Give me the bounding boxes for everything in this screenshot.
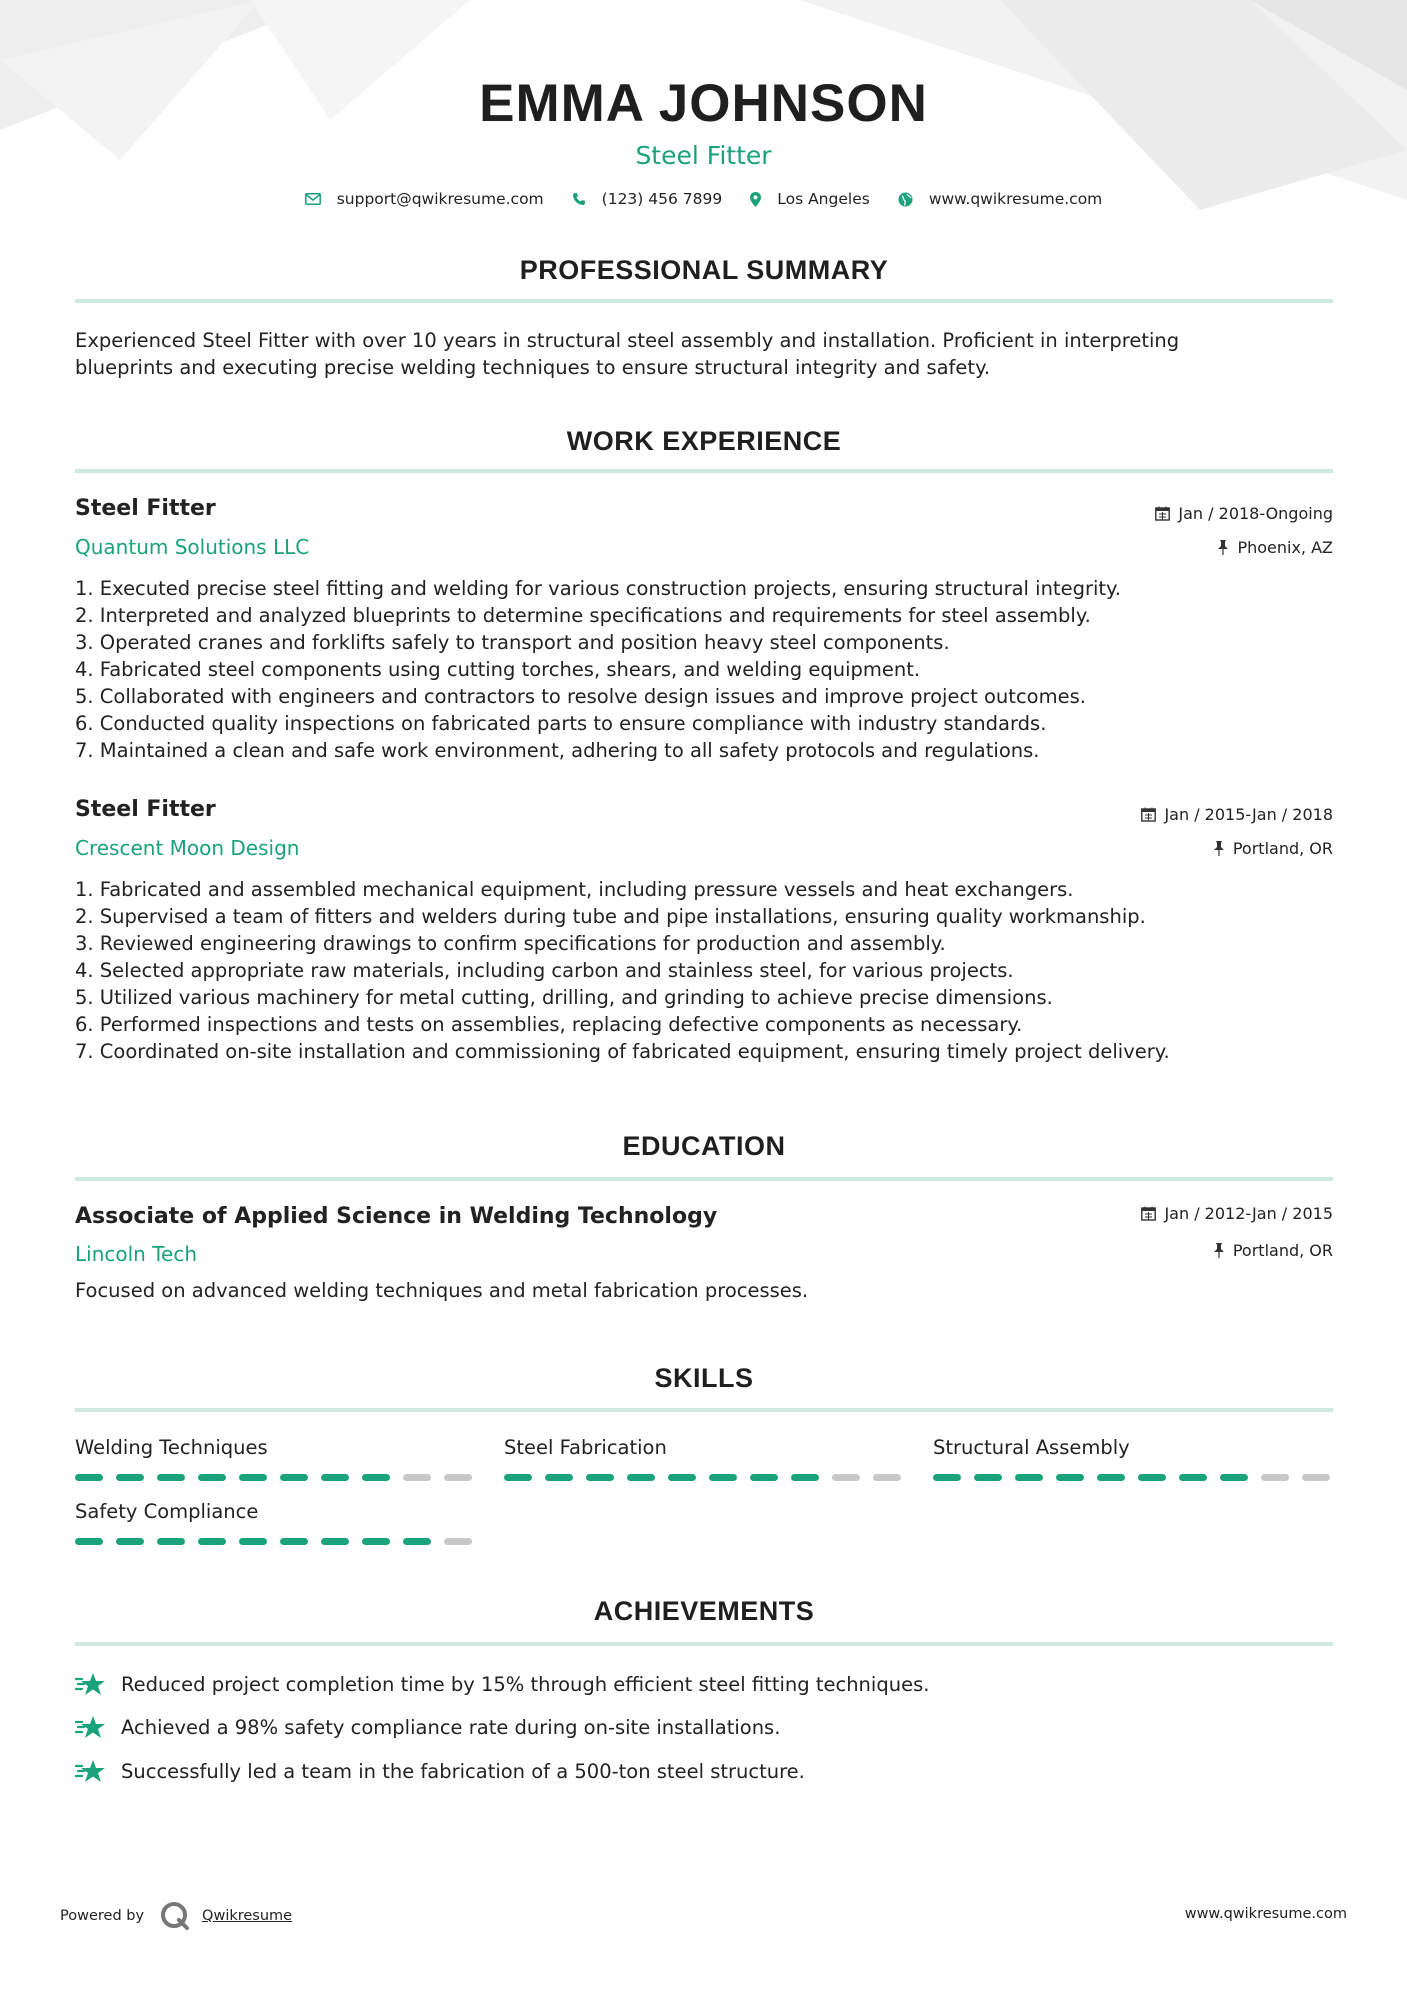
calendar-icon bbox=[1141, 1206, 1156, 1221]
calendar-icon bbox=[1155, 506, 1170, 521]
skill-dash-filled bbox=[157, 1474, 185, 1481]
location-text: Los Angeles bbox=[777, 190, 870, 208]
skill-dash-filled bbox=[545, 1474, 573, 1481]
contact-website[interactable] bbox=[898, 190, 1102, 208]
duty-item: 2. Interpreted and analyzed blueprints to determine specifications and requirements for steel assembly. bbox=[75, 604, 1091, 627]
phone-icon bbox=[572, 192, 586, 206]
website-text: www.qwikresume.com bbox=[928, 190, 1103, 208]
skill-item bbox=[75, 1436, 475, 1481]
star-icon bbox=[75, 1671, 107, 1697]
skill-dash-filled bbox=[157, 1538, 185, 1545]
summary-section-title: PROFESSIONAL SUMMARY bbox=[519, 255, 889, 285]
education-school: Lincoln Tech bbox=[75, 1242, 197, 1266]
skill-dash-filled bbox=[1015, 1474, 1043, 1481]
candidate-role: Steel Fitter bbox=[635, 141, 772, 170]
achievement-text: Reduced project completion time by 15% through efficient steel fitting techniques. bbox=[121, 1672, 930, 1696]
duty-item: 4. Selected appropriate raw materials, including carbon and stainless steel, for various projects. bbox=[75, 959, 1014, 982]
summary-text bbox=[75, 327, 1333, 381]
duty-item: 1. Fabricated and assembled mechanical equipment, including pressure vessels and heat exchangers. bbox=[75, 878, 1074, 901]
skill-name: Safety Compliance bbox=[75, 1500, 259, 1523]
candidate-name: EMMA JOHNSON bbox=[479, 74, 928, 133]
brand-link[interactable]: Qwikresume bbox=[202, 1908, 293, 1924]
skill-dash-filled bbox=[1138, 1474, 1166, 1481]
skill-dash-empty bbox=[1261, 1474, 1289, 1481]
pushpin-icon bbox=[1213, 1243, 1225, 1258]
skill-level-meter bbox=[75, 1474, 475, 1481]
job-dates bbox=[1141, 805, 1333, 824]
skill-dash-empty bbox=[444, 1538, 472, 1545]
skill-dash-filled bbox=[750, 1474, 778, 1481]
skill-dash-filled bbox=[362, 1538, 390, 1545]
skill-name: Structural Assembly bbox=[933, 1436, 1130, 1459]
calendar-icon bbox=[1141, 807, 1156, 822]
skills-divider bbox=[75, 1408, 1333, 1412]
skill-level-meter bbox=[504, 1474, 904, 1481]
education-location-text: Portland, OR bbox=[1232, 1241, 1333, 1260]
job-dates bbox=[1155, 504, 1333, 523]
education-location bbox=[1213, 1241, 1333, 1260]
footer-website[interactable]: www.qwikresume.com bbox=[1184, 1906, 1347, 1922]
job-location bbox=[1213, 839, 1333, 858]
job-company: Quantum Solutions LLC bbox=[75, 535, 310, 559]
education-degree: Associate of Applied Science in Welding Technology bbox=[75, 1204, 718, 1229]
skill-dash-filled bbox=[116, 1474, 144, 1481]
skill-dash-filled bbox=[198, 1538, 226, 1545]
duty-item: 5. Collaborated with engineers and contractors to resolve design issues and improve project outcomes. bbox=[75, 685, 1086, 708]
duty-item: 3. Reviewed engineering drawings to confirm specifications for production and assembly. bbox=[75, 932, 946, 955]
pushpin-icon bbox=[1213, 841, 1225, 856]
duty-item: 3. Operated cranes and forklifts safely to transport and position heavy steel components. bbox=[75, 631, 950, 654]
skill-dash-empty bbox=[873, 1474, 901, 1481]
skill-dash-filled bbox=[362, 1474, 390, 1481]
skill-name: Welding Techniques bbox=[75, 1436, 268, 1459]
duty-item: 7. Maintained a clean and safe work environment, adhering to all safety protocols and regulations. bbox=[75, 739, 1040, 762]
skill-dash-filled bbox=[933, 1474, 961, 1481]
skill-dash-filled bbox=[627, 1474, 655, 1481]
contact-bar bbox=[0, 190, 1407, 208]
skill-dash-filled bbox=[586, 1474, 614, 1481]
skill-dash-empty bbox=[1302, 1474, 1330, 1481]
education-dates bbox=[1141, 1204, 1333, 1223]
footer-powered-by bbox=[60, 1901, 292, 1931]
summary-line: Experienced Steel Fitter with over 10 years in structural steel assembly and installation. Proficient in interpreting bbox=[75, 329, 1180, 352]
skill-dash-filled bbox=[321, 1538, 349, 1545]
powered-by-label: Powered by bbox=[60, 1908, 145, 1924]
experience-section-title: WORK EXPERIENCE bbox=[566, 426, 842, 456]
job-location-text: Phoenix, AZ bbox=[1237, 538, 1333, 557]
skill-dash-filled bbox=[239, 1538, 267, 1545]
duty-item: 5. Utilized various machinery for metal cutting, drilling, and grinding to achieve precise dimensions. bbox=[75, 986, 1053, 1009]
skill-item bbox=[933, 1436, 1333, 1481]
achievement-item bbox=[75, 1714, 780, 1740]
education-section-title: EDUCATION bbox=[622, 1131, 786, 1161]
skill-dash-filled bbox=[403, 1538, 431, 1545]
star-icon bbox=[75, 1758, 107, 1784]
contact-location bbox=[750, 190, 870, 208]
achievement-text: Achieved a 98% safety compliance rate during on-site installations. bbox=[121, 1715, 781, 1739]
star-icon bbox=[75, 1714, 107, 1740]
job-location-text: Portland, OR bbox=[1232, 839, 1333, 858]
qwikresume-logo-icon bbox=[160, 1901, 190, 1931]
phone-text: (123) 456 7899 bbox=[601, 190, 723, 208]
job-dates-text: Jan / 2015-Jan / 2018 bbox=[1164, 805, 1333, 824]
map-pin-icon bbox=[750, 192, 761, 207]
job-dates-text: Jan / 2018-Ongoing bbox=[1178, 504, 1333, 523]
skills-section-title: SKILLS bbox=[654, 1363, 754, 1393]
achievements-divider bbox=[75, 1642, 1333, 1646]
achievement-text: Successfully led a team in the fabrication of a 500-ton steel structure. bbox=[121, 1759, 805, 1783]
skill-dash-filled bbox=[1056, 1474, 1084, 1481]
job-title: Steel Fitter bbox=[75, 797, 216, 822]
skill-dash-filled bbox=[280, 1538, 308, 1545]
skill-dash-filled bbox=[668, 1474, 696, 1481]
skill-dash-filled bbox=[116, 1538, 144, 1545]
duty-item: 2. Supervised a team of fitters and welders during tube and pipe installations, ensuring quality workmanship. bbox=[75, 905, 1146, 928]
summary-divider bbox=[75, 299, 1333, 303]
skill-dash-empty bbox=[832, 1474, 860, 1481]
skill-item bbox=[75, 1500, 475, 1545]
pushpin-icon bbox=[1217, 540, 1229, 555]
skill-dash-empty bbox=[444, 1474, 472, 1481]
experience-divider bbox=[75, 469, 1333, 473]
skill-name: Steel Fabrication bbox=[504, 1436, 667, 1459]
skill-dash-filled bbox=[791, 1474, 819, 1481]
duty-item: 6. Conducted quality inspections on fabricated parts to ensure compliance with industry standards. bbox=[75, 712, 1047, 735]
job-company: Crescent Moon Design bbox=[75, 836, 300, 860]
job-title: Steel Fitter bbox=[75, 496, 216, 521]
skill-dash-filled bbox=[974, 1474, 1002, 1481]
education-dates-text: Jan / 2012-Jan / 2015 bbox=[1164, 1204, 1333, 1223]
skill-dash-filled bbox=[709, 1474, 737, 1481]
skill-dash-filled bbox=[1179, 1474, 1207, 1481]
education-description: Focused on advanced welding techniques and metal fabrication processes. bbox=[75, 1279, 809, 1302]
skill-level-meter bbox=[75, 1538, 475, 1545]
skill-dash-filled bbox=[1220, 1474, 1248, 1481]
contact-phone[interactable] bbox=[572, 190, 723, 208]
skill-dash-filled bbox=[280, 1474, 308, 1481]
achievement-item bbox=[75, 1671, 929, 1697]
duty-item: 7. Coordinated on-site installation and commissioning of fabricated equipment, ensuring timely project delivery. bbox=[75, 1040, 1170, 1063]
skill-item bbox=[504, 1436, 904, 1481]
skill-dash-filled bbox=[504, 1474, 532, 1481]
duty-item: 1. Executed precise steel fitting and welding for various construction projects, ensuring structural integrity. bbox=[75, 577, 1121, 600]
email-text: support@qwikresume.com bbox=[336, 190, 544, 208]
skill-dash-filled bbox=[198, 1474, 226, 1481]
skill-dash-filled bbox=[239, 1474, 267, 1481]
skill-dash-filled bbox=[75, 1474, 103, 1481]
skill-dash-filled bbox=[321, 1474, 349, 1481]
skill-level-meter bbox=[933, 1474, 1333, 1481]
envelope-icon bbox=[305, 193, 321, 205]
job-duties-list bbox=[75, 876, 1333, 1065]
skill-dash-filled bbox=[1097, 1474, 1125, 1481]
skill-dash-empty bbox=[403, 1474, 431, 1481]
education-divider bbox=[75, 1177, 1333, 1181]
achievements-section-title: ACHIEVEMENTS bbox=[593, 1596, 815, 1626]
resume-header bbox=[0, 72, 1407, 208]
job-location bbox=[1217, 538, 1333, 557]
job-duties-list bbox=[75, 575, 1333, 764]
globe-icon bbox=[898, 192, 913, 207]
summary-line: blueprints and executing precise welding techniques to ensure structural integrity and safety. bbox=[75, 356, 991, 379]
duty-item: 6. Performed inspections and tests on assemblies, replacing defective components as necessary. bbox=[75, 1013, 1023, 1036]
contact-email[interactable] bbox=[305, 190, 544, 208]
achievement-item bbox=[75, 1758, 805, 1784]
skill-dash-filled bbox=[75, 1538, 103, 1545]
duty-item: 4. Fabricated steel components using cutting torches, shears, and welding equipment. bbox=[75, 658, 921, 681]
